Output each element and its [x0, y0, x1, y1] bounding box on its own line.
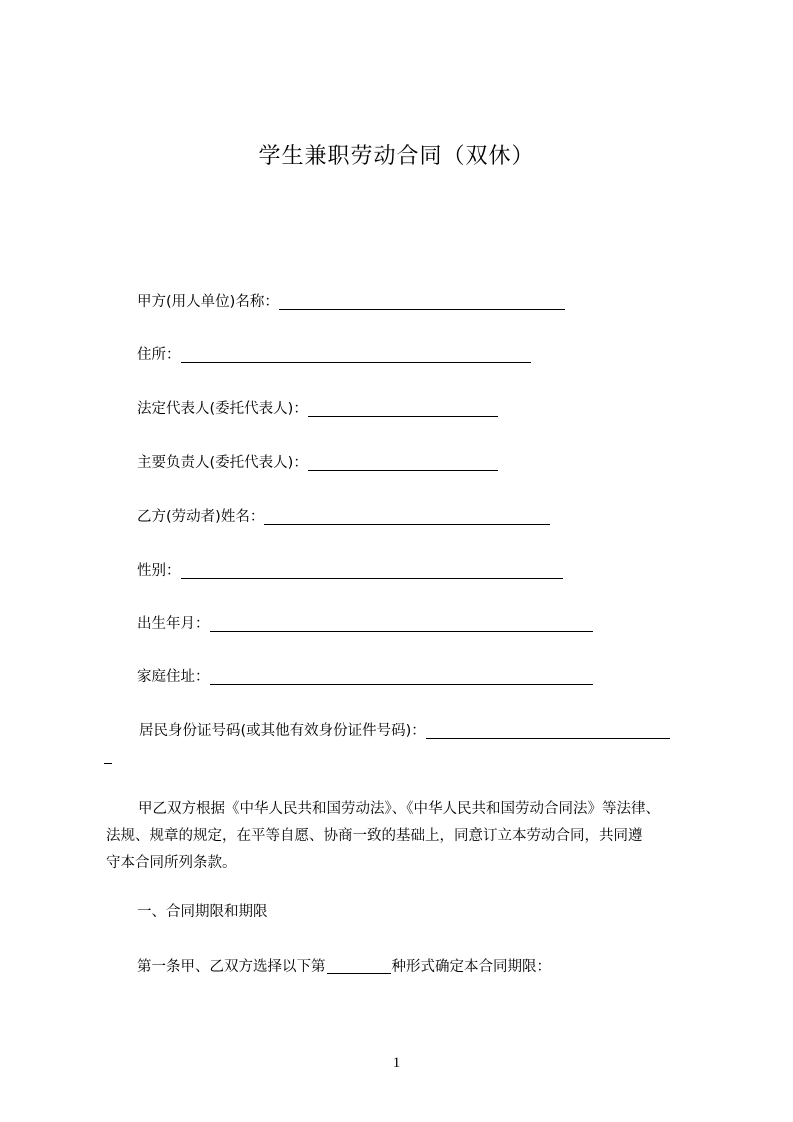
blank-line[interactable]	[264, 508, 550, 525]
intro-paragraph	[106, 796, 731, 877]
intro-line: 法规、规章的规定，在平等自愿、协商一致的基础上，同意订立本劳动合同，共同遵	[106, 828, 643, 844]
article-1-text-after: 种形式确定本合同期限：	[391, 959, 551, 975]
field-label: 家庭住址：	[137, 669, 210, 685]
blank-line[interactable]	[181, 346, 531, 363]
blank-line[interactable]	[327, 959, 391, 974]
intro-line: 甲乙双方根据《中华人民共和国劳动法》、《中华人民共和国劳动合同法》等法律、	[138, 801, 660, 817]
blank-line-continuation	[104, 763, 112, 764]
field-label: 法定代表人(委托代表人)：	[137, 401, 308, 417]
field-label: 主要负责人(委托代表人)：	[137, 455, 308, 471]
blank-line[interactable]	[210, 615, 593, 632]
field-birth-date	[137, 612, 593, 634]
article-1-text-before: 第一条甲、乙双方选择以下第	[137, 959, 326, 975]
field-home-address	[137, 665, 593, 687]
page-number: 1	[392, 1055, 401, 1071]
field-label: 出生年月：	[137, 616, 210, 632]
field-employer-name	[137, 290, 565, 312]
blank-line[interactable]	[426, 722, 670, 739]
field-employee-name	[137, 505, 550, 527]
field-label: 乙方(劳动者)姓名：	[137, 509, 265, 525]
intro-line: 守本合同所列条款。	[106, 855, 237, 871]
blank-line[interactable]	[210, 668, 593, 685]
field-label: 甲方(用人单位)名称：	[137, 294, 279, 310]
article-1	[137, 957, 551, 977]
blank-line[interactable]	[181, 562, 563, 579]
field-label: 性别：	[137, 563, 181, 579]
field-address	[137, 343, 531, 365]
blank-line[interactable]	[279, 293, 565, 310]
blank-line[interactable]	[308, 400, 498, 417]
field-label: 居民身份证号码(或其他有效身份证件号码)：	[139, 723, 426, 739]
field-legal-representative	[137, 397, 498, 419]
document-title: 学生兼职劳动合同（双休）	[258, 144, 535, 169]
field-principal-in-charge	[137, 451, 498, 473]
section-heading: 一、合同期限和期限	[137, 904, 268, 920]
field-gender	[137, 559, 563, 581]
field-label: 住所：	[137, 347, 181, 363]
field-id-number	[139, 719, 670, 741]
blank-line[interactable]	[308, 454, 498, 471]
